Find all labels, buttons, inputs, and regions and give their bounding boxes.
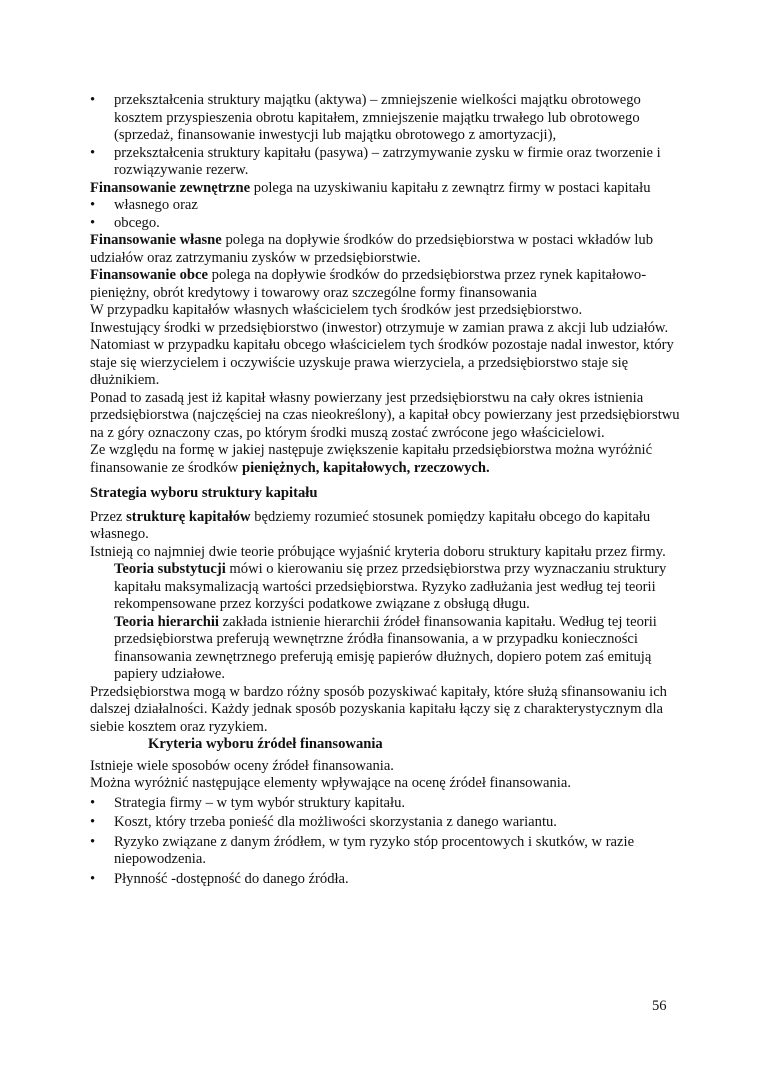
bullet-list-3 <box>90 795 680 889</box>
paragraph: W przypadku kapitałów własnych właścicielem tych środków jest przedsiębiorstwo. <box>90 302 583 318</box>
term-bold: Finansowanie własne <box>90 232 222 248</box>
page-content <box>90 92 680 888</box>
paragraph: Istnieją co najmniej dwie teorie próbujące wyjaśnić kryteria doboru struktury kapitału przez firmy. <box>90 543 666 560</box>
paragraph-substitution-theory <box>90 561 680 614</box>
paragraph-forms <box>90 442 680 477</box>
paragraph-structure <box>90 509 680 544</box>
section-heading: Strategia wyboru struktury kapitału <box>90 485 318 501</box>
text: Przez <box>90 508 123 525</box>
term-bold: Teoria substytucji <box>114 561 226 577</box>
list-item: • Strategia firmy – w tym wybór struktury kapitału. <box>90 795 680 813</box>
term-bold: Teoria hierarchii <box>114 613 219 630</box>
paragraph: Można wyróżnić następujące elementy wpływające na ocenę źródeł finansowania. <box>90 775 571 791</box>
list-item: • Płynność -dostępność do danego źródła. <box>90 871 680 889</box>
paragraph: Natomiast w przypadku kapitału obcego właścicielem tych środków pozostaje nadal inwestor, który staje się wierzycielem i oczywiście uzyskuje prawa wierzyciela, a przedsiębiorstwo staje się dłużnikiem. <box>90 337 674 388</box>
text: Ze względu na formę w jakiej następuje zwiększenie kapitału przedsiębiorstwa można wyróżnić finansowanie ze środków <box>90 442 653 476</box>
paragraph-own-financing <box>90 232 680 267</box>
list-item: • przekształcenia struktury kapitału (pasywa) – zatrzymywanie zysku w firmie oraz tworzenie i rozwiązywanie rezerw. <box>90 145 680 180</box>
text: polega na uzyskiwaniu kapitału z zewnątrz firmy w postaci kapitału <box>253 179 651 196</box>
bullet-list-2 <box>90 197 680 232</box>
section-heading: Kryteria wyboru źródeł finansowania <box>148 736 383 752</box>
text: polega na dopływie środków do przedsiębiorstwa przez rynek kapitałowo-pieniężny, obrót kredytowy i towarowy oraz szczególne formy finansowania <box>90 267 647 301</box>
term-bold: Finansowanie obce <box>90 267 208 283</box>
list-item: • przekształcenia struktury majątku (aktywa) – zmniejszenie wielkości majątku obrotowego kosztem przyspieszenia obrotu kapitałem, zmniejszenie majątku trwałego lub obrotowego (sprzedaż, finansowanie inwestycji lub majątku obrotowego z amortyzacji), <box>90 92 680 145</box>
term-bold: strukturę kapitałów <box>126 508 251 525</box>
page-number: 56 <box>652 998 667 1014</box>
list-item: • Ryzyko związane z danym źródłem, w tym ryzyko stóp procentowych i skutków, w razie niepowodzenia. <box>90 834 680 869</box>
paragraph: Ponad to zasadą jest iż kapitał własny powierzany jest przedsiębiorstwu na cały okres istnienia przedsiębiorstwa (najczęściej na czas nieokreślony), a kapitał obcy powierzany jest przedsiębiorstwu na z góry oznaczony czas, po którym środki muszą zostać zwrócone jego właścicielowi. <box>90 389 680 441</box>
term-bold: Finansowanie zewnętrzne <box>90 179 251 196</box>
paragraph: Inwestujący środki w przedsiębiorstwo (inwestor) otrzymuje w zamian prawa z akcji lub udziałów. <box>90 319 669 336</box>
text: mówi o kierowaniu się przez przedsiębiorstwa przy wyznaczaniu struktury kapitału maksymalizacją wartości przedsiębiorstwa. Ryzyko zadłużania jest według tej teorii rekompensowane przez korzyści podatkowe związane z obsługą długu. <box>114 561 667 612</box>
term-bold: pieniężnych, kapitałowych, rzeczowych. <box>241 459 490 476</box>
text: polega na dopływie środków do przedsiębiorstwa w postaci wkładów lub udziałów oraz zatrzymaniu zysków w przedsiębiorstwie. <box>90 232 654 266</box>
text: zakłada istnienie hierarchii źródeł finansowania kapitału. Według tej teorii przedsiębiorstwa preferują wewnętrzne źródła finansowania, a w przypadku konieczności finansowania zewnętrznego preferują emisję papierów dłużnych, dopiero potem zaś emitują papiery udziałowe. <box>114 613 657 682</box>
paragraph-foreign-financing <box>90 267 680 302</box>
list-item: • obcego. <box>90 215 680 233</box>
paragraph-external-financing <box>90 180 680 198</box>
list-item: • Koszt, który trzeba ponieść dla możliwości skorzystania z danego wariantu. <box>90 814 680 832</box>
paragraph: Przedsiębiorstwa mogą w bardzo różny sposób pozyskiwać kapitały, które służą sfinansowaniu ich dalszej działalności. Każdy jednak sposób pozyskania kapitału łączy się z charakterystycznym dla siebie kosztem oraz ryzykiem. <box>90 683 667 735</box>
bullet-list-1 <box>90 92 680 180</box>
text: będziemy rozumieć stosunek pomiędzy kapitału obcego do kapitału własnego. <box>90 508 651 542</box>
list-item: • własnego oraz <box>90 197 680 215</box>
paragraph: Istnieje wiele sposobów oceny źródeł finansowania. <box>90 757 394 774</box>
paragraph-hierarchy-theory <box>90 614 680 684</box>
